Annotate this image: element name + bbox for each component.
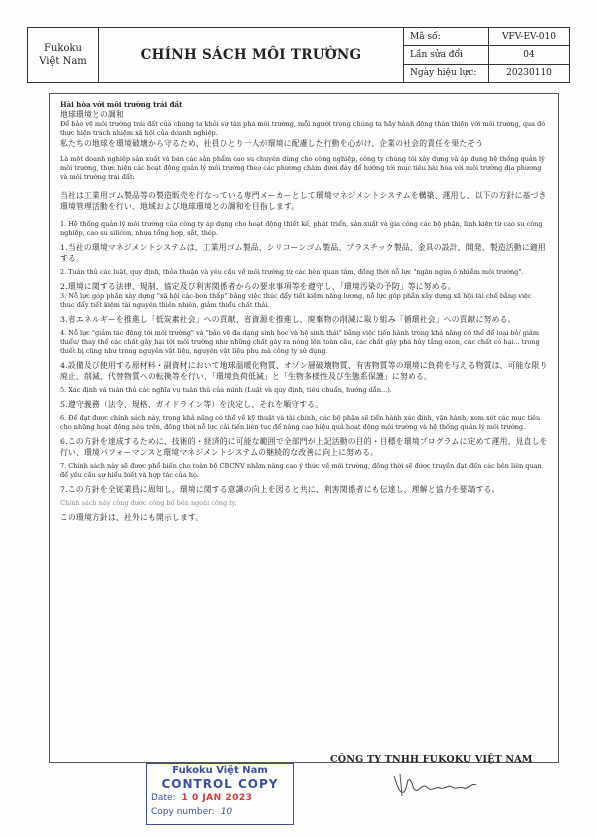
item6-jp: 6.この方針を達成するために、技術的・経済的に可能な範囲で全部門が上記活動の目的・目標を環境プログラムに定めて運用、見直しを行い、環境パフォーマンスと環境マネジメントシステムの継続的な改善に向上に努める。 [60, 437, 548, 457]
document-header [27, 27, 570, 83]
meta-label: Ngày hiệu lực: [404, 65, 489, 82]
intro-jp: 私たちの地球を環境破壊から守るため、社員ひとり一人が環境に配慮した行動を心がけ、企業の社会的責任を果たそう [60, 139, 484, 148]
stamp-copy-value: 10 [220, 807, 233, 817]
item5-vi: 5. Xác định và tuân thủ các nghĩa vụ tuân thủ của mình (Luật và quy định, tiêu chuẩn, hướng dẫn...). [60, 386, 392, 394]
document-meta-table [404, 28, 569, 82]
stamp-title: CONTROL COPY [161, 777, 279, 791]
intro-vi: Để bảo vệ môi trường trái đất của chúng ta khỏi sự tàn phá môi trường, mỗi người trong chúng ta hãy hành động thân thiện với môi trường, qua đó thực hiện trách nhiệm xã hội của doanh nghiệp. [60, 120, 546, 137]
stamp-date-value: 1 0 JAN 2023 [181, 793, 253, 803]
meta-row-effective-date [404, 65, 569, 82]
stamp-copy-label: Copy number: [151, 807, 215, 817]
item2-jp: 2.環境に関する法律、規制、協定及び利害関係者からの要求事項等を遵守し、「環境汚染の予防」等に努める。 [60, 282, 456, 291]
stamp-date-line [147, 791, 293, 805]
control-copy-stamp [146, 763, 294, 825]
meta-row-code [404, 28, 569, 46]
document-title: CHÍNH SÁCH MÔI TRƯỜNG [99, 28, 404, 82]
item4-vi: 4. Nỗ lực "giảm tác động tới môi trường" và "bảo vệ đa dạng sinh học và hệ sinh thái" bằng việc tiến hành trong khả năng có thể để loại bỏ/ giảm thiểu/ thay thế các chất gây hại tới môi trường như những chất gây ra nóng lên toàn cầu, các chất gây phá hủy tầng ozon, các chất có hại... trong thiết bị cũng như trong nguyên vật liệu, nguyên vật liệu phụ mà công ty sử dụng. [60, 329, 540, 355]
meta-label: Lần sửa đổi [404, 46, 489, 63]
stamp-copy-line [147, 805, 293, 819]
item4-jp: 4.設備及び使用する原材料・副資材において地球温暖化物質、オゾン層破壊物質、有害物質等の環境に負荷を与える物質は、可能な限り廃止、削減、代替物質への転換等を行い、「環境負荷低減」と「生物多様性及び生態系保護」に努める。 [60, 361, 548, 381]
company-logo-cell [28, 28, 99, 82]
company-name-line1: Fukoku [44, 43, 82, 54]
item6-vi: 6. Để đạt được chính sách này, trong khả năng có thể về kỹ thuật và tài chính, các bộ phận sẽ tiến hành xác định, vận hành, xem xét các mục tiêu cho những hoạt động nêu trên, đồng thời nỗ lực cải tiến liên tục để nâng cao hiệu quả hoạt động môi trường và hệ thống quản lý môi trường. [60, 414, 541, 431]
item2-vi: 2. Tuân thủ các luật, quy định, thỏa thuận và yêu cầu về môi trường từ các bên quan tâm, đồng thời nỗ lực "ngăn ngừa ô nhiễm môi trường". [60, 268, 524, 276]
item7-vi: 7. Chính sách này sẽ được phổ biến cho toàn bộ CBCNV nhằm nâng cao ý thức về môi trường, đồng thời sẽ được truyền đạt đến các bên liên quan để yêu cầu sự hiểu biết và hợp tác của họ. [60, 462, 542, 479]
heading-jp: 地球環境との調和 [60, 110, 124, 119]
meta-value: VFV-EV-010 [502, 31, 556, 42]
company-name-line2: Việt Nam [39, 56, 87, 67]
closing-jp: この環境方針は、社外にも開示します。 [60, 513, 204, 522]
item5-jp: 5.遵守義務（法令、規格、ガイドライン等）を決定し、それを順守する。 [60, 400, 324, 409]
item7-jp: 7.この方針を全従業員に周知し、環境に関する意識の向上を図ると共に、利害関係者にも伝達し、理解と協力を要請する。 [60, 485, 500, 494]
item1-jp: 1.当社の環境マネジメントシステムは、工業用ゴム製品、シリコーンゴム製品、プラスチック製品、金具の設計、開発、製造活動に適用する。 [60, 243, 546, 263]
stamp-date-label: Date: [151, 793, 176, 803]
handwritten-signature [390, 770, 480, 800]
item1-vi: 1. Hệ thống quản lý môi trường của công ty áp dụng cho hoạt động thiết kế, phát triển, sản xuất và gia công các bộ phận, linh kiện từ cao su công nghiệp, cao su silicon, nhựa tổng hợp, sắt, thép. [60, 220, 543, 237]
meta-label: Mã số: [404, 28, 489, 45]
item3-vi: 3. Nỗ lực góp phần xây dựng "xã hội các-bon thấp" bằng việc thúc đẩy tiết kiệm năng lượng, nỗ lực góp phần xây dựng xã hội tái chế bằng việc thúc đẩy tiết kiệm tài nguyên thiên nhiên, giảm thiểu chất thải. [60, 292, 532, 309]
company-signature-name: CÔNG TY TNHH FUKOKU VIỆT NAM [330, 754, 533, 765]
meta-row-revision [404, 46, 569, 64]
policy-body [49, 93, 559, 763]
item3-jp: 3.省エネルギーを推進し「低炭素社会」への貢献、省資源を推進し、廃棄物の削減に取り組み「循環社会」への貢献に努める。 [60, 315, 516, 324]
para1-vi: Là một doanh nghiệp sản xuất và bán các sản phẩm cao su chuyên dùng cho công nghiệp, công ty chúng tôi xây dựng và áp dụng hệ thống quản lý môi trường, thực hiện các hoạt động quản lý môi trường theo các phương châm dưới đây để hướng tới mục tiêu hài hòa với môi trường địa phương và môi trường trái đất: [60, 155, 545, 181]
stamp-company: Fukoku Việt Nam [172, 765, 268, 776]
closing-vi: Chính sách này công được công bố bên ngoài công ty. [60, 499, 237, 507]
para1-jp: 当社は工業用ゴム製品等の製造販売を行なっている専門メーカーとして環境マネジメントシステムを構築、運用し、以下の方針に基づき環境管理活動を行い、地域および地球環境との調和を目指します。 [60, 191, 547, 211]
heading-vi: Hài hòa với môi trường trái đất [60, 100, 183, 109]
meta-value: 04 [523, 49, 535, 60]
meta-value: 20230110 [506, 68, 552, 79]
